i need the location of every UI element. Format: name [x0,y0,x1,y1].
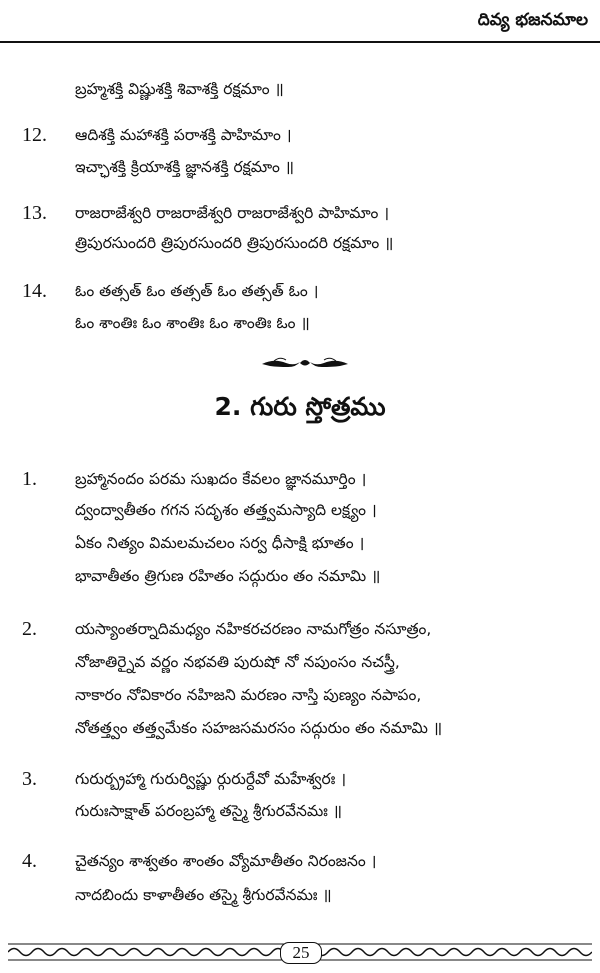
verse-line: నోతత్త్వం తత్త్వమేకం సహజసమరసం సద్గురుం తం నమామి ॥ [75,719,443,737]
verse-number: 13. [22,202,47,224]
verse-number: 4. [22,850,37,872]
verse-line: ద్వంద్వాతీతం గగన సదృశం తత్త్వమస్యాది లక్ష్యం । [75,501,377,519]
verse-line: ఆదిశక్తి మహాశక్తి పరాశక్తి పాహిమాం । [75,126,292,144]
verse-line: భావాతీతం త్రిగుణ రహితం సద్గురుం తం నమామి ॥ [75,567,381,585]
verse-line: గురుర్బ్రహ్మా గురుర్విష్ణు ర్గురుర్దేవో మహేశ్వరః । [75,770,347,788]
verse-number: 2. [22,618,37,640]
verse-number: 1. [22,468,37,490]
verse-line: నోజాతిర్నైవ వర్ణం నభవతి పురుషో నో నపుంసం నచస్త్రీ, [75,653,400,671]
verse-line: నాదబిందు కాళాతీతం తస్మై శ్రీగురవేనమః ॥ [75,886,332,904]
flourish-ornament-icon [260,355,350,371]
verse-line: బ్రహ్మశక్తి విష్ణుశక్తి శివాశక్తి రక్షమాం ॥ [75,80,284,98]
verse-line: త్రిపురసుందరి త్రిపురసుందరి త్రిపురసుందరి రక్షమాం ॥ [75,234,394,252]
verse-line: యస్యాంతర్నాదిమధ్యం నహికరచరణం నామగోత్రం నసూత్రం, [75,620,432,638]
verse-line: ఇచ్ఛాశక్తి క్రియాశక్తి జ్ఞానశక్తి రక్షమాం ॥ [75,158,295,176]
section-title: 2. గురు స్తోత్రము [214,392,386,421]
running-header [0,6,600,40]
header-rule [0,41,600,43]
verse-line: నాకారం నోవికారం నహిజని మరణం నాస్తి పుణ్యం నపాపం, [75,686,422,704]
verse-line: గురుఃసాక్షాత్ పరంబ్రహ్మా తస్మై శ్రీగురవేనమః ॥ [75,802,343,820]
verse-number: 12. [22,124,47,146]
verse-number: 14. [22,280,47,302]
verse-line: చైతన్యం శాశ్వతం శాంతం వ్యోమాతీతం నిరంజనం । [75,852,377,870]
page-number: 25 [280,942,322,964]
verse-line: ఏకం నిత్యం విమలమచలం సర్వ ధీసాక్షి భూతం । [75,534,365,552]
header-title: దివ్య భజనమాల [477,10,588,30]
verse-number: 3. [22,768,37,790]
page-footer [8,938,592,968]
verse-line: ఓం తత్సత్ ఓం తత్సత్ ఓం తత్సత్ ఓం । [75,282,319,300]
verse-line: రాజరాజేశ్వరి రాజరాజేశ్వరి రాజరాజేశ్వరి పాహిమాం । [75,204,390,222]
verse-line: బ్రహ్మానందం పరమ సుఖదం కేవలం జ్ఞానమూర్తిం । [75,470,367,488]
verse-line: ఓం శాంతిః ఓం శాంతిః ఓం శాంతిః ఓం ॥ [75,314,310,332]
